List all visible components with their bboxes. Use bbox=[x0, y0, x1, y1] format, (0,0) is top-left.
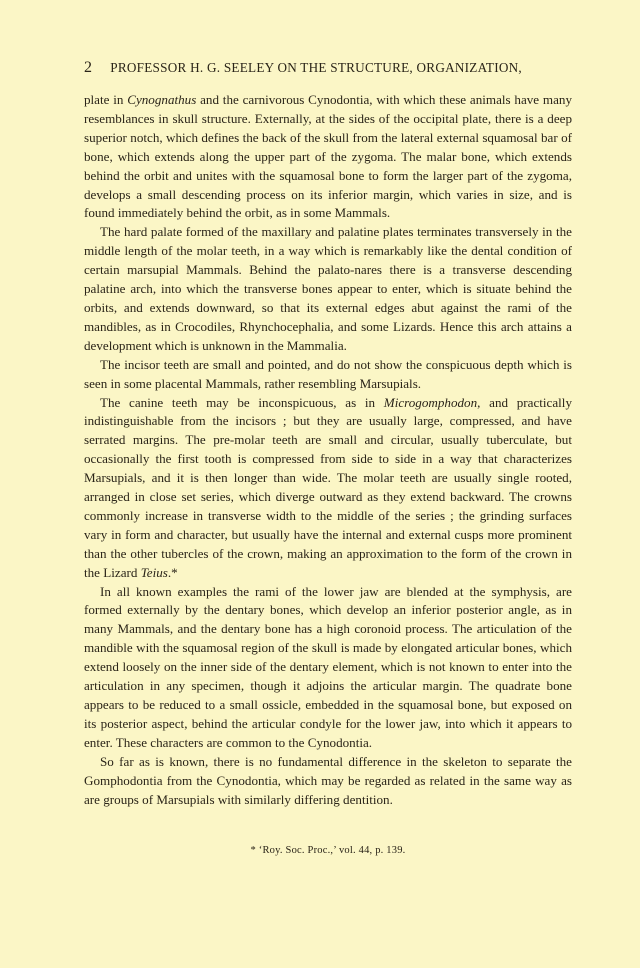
body-text bbox=[84, 91, 572, 809]
paragraph: The incisor teeth are small and pointed, and do not show the conspicuous depth which is seen in some placental Mammals, rather resembling Marsupials. bbox=[84, 356, 572, 391]
paragraph: The hard palate formed of the maxillary and palatine plates terminates transversely in the middle length of the molar teeth, in a way which is remarkably like the dental condition of certain marsupial Mammals. Behind the palato-nares there is a transverse descending palatine arch, into which the transverse bones appear to enter, which is situate behind the orbits, and extends downward, so that its external edges abut against the rami of the mandibles, as in Crocodiles, Rhynchocephalia, and some Lizards. Hence this arch attains a development which is unknown in the Mammalia. bbox=[84, 224, 572, 353]
taxon-name: Cynognathus bbox=[127, 92, 197, 107]
paragraph bbox=[84, 91, 572, 223]
paragraph: So far as is known, there is no fundamental difference in the skeleton to separate the Gomphodontia from the Cynodontia, which may be regarded as related in the same way as are groups of Marsupials with similarly differing dentition. bbox=[84, 753, 572, 807]
taxon-name: Microgomphodon bbox=[383, 394, 478, 410]
text-run: , and practically indistinguishable from the incisors ; but they are usually large, compressed, and have serrated margins. The pre-molar teeth are small and circular, usually tuberculate, but occasionally the first tooth is compressed from side to side in a way that characterizes Marsupials, and it is then longer than wide. The molar teeth are usually single rooted, arranged in close set series, which diverge outward as they extend backward. The crowns commonly increase in transverse width to the middle of the series ; the grinding surfaces vary in form and character, but usually have the internal and external cusps more prominent than the other tubercles of the crown, making an approximation to the form of the crown in the Lizard bbox=[84, 394, 572, 580]
running-title: PROFESSOR H. G. SEELEY ON THE STRUCTURE, ORGANIZATION, bbox=[110, 60, 522, 75]
text-run: and the carnivorous Cynodontia, with which these animals have many resemblances in skull structure. Externally, at the sides of the occipital plate, there is a deep superior notch, which defines the back of the skull from the lateral external squamosal bar of bone, which extends along the upper part of the zygoma. The malar bone, which extends behind the orbit and unites with the squamosal bone to form the larger part of the zygoma, develops a small descending process on its inferior margin, which varies in size, and is found immediately behind the orbit, as in some Mammals. bbox=[84, 92, 572, 221]
paragraph bbox=[84, 394, 572, 583]
text-run: The canine teeth may be inconspicuous, as in bbox=[100, 394, 384, 410]
text-run: .* bbox=[167, 564, 178, 580]
taxon-name: Teius bbox=[140, 564, 168, 580]
paragraph: In all known examples the rami of the lower jaw are blended at the symphysis, are formed externally by the dentary bones, which develop an inferior posterior angle, as in many Mammals, and the dentary bone has a high coronoid process. The articulation of the mandible with the squamosal region of the skull is made by elongated articular bones, which extend loosely on the inner side of the dentary element, which is not known to enter into the articulation in any specimen, though it adjoins the articular margin. The quadrate bone appears to be reduced to a small ossicle, embedded in the squamosal bone, but exposed on its posterior aspect, behind the articular condyle for the lower jaw, into which it appears to enter. These characters are common to the Cynodontia. bbox=[84, 583, 572, 750]
footnote: * ‘Roy. Soc. Proc.,’ vol. 44, p. 139. bbox=[250, 845, 406, 856]
running-header bbox=[84, 59, 572, 77]
page-number: 2 bbox=[84, 59, 93, 76]
text-run: plate in bbox=[84, 92, 128, 107]
